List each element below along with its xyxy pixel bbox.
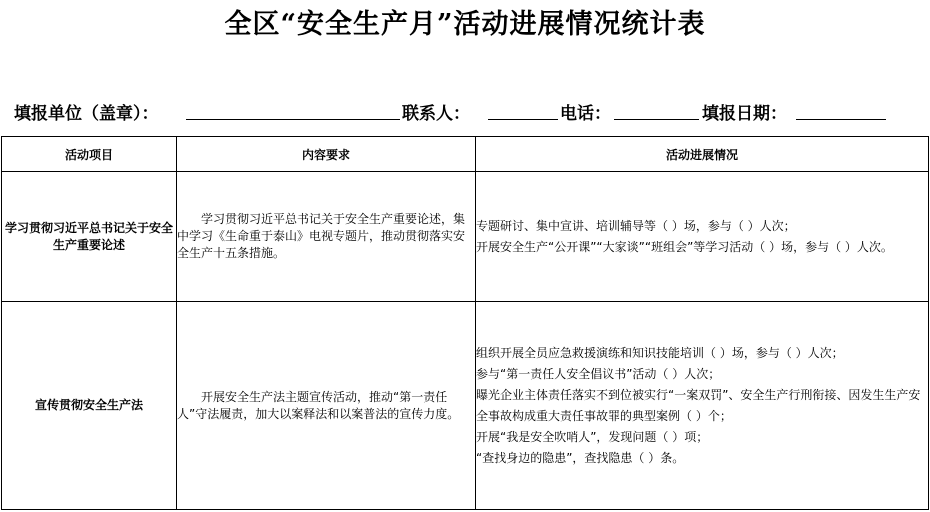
date-field[interactable]	[796, 119, 886, 120]
contact-field[interactable]	[488, 119, 558, 120]
progress-line: 专题研讨、集中宣讲、培训辅导等（ ）场，参与（ ）人次；	[476, 218, 796, 233]
column-header: 活动项目	[2, 137, 177, 172]
unit-field[interactable]	[186, 119, 400, 120]
table-header-row	[2, 137, 929, 172]
progress-cell	[476, 172, 929, 302]
progress-line: 曝光企业主体责任落实不到位被实行“一案双罚”、安全生产行刑衔接、因发生生产安全事故构成重大责任事故罪的典型案例（ ）个；	[476, 387, 921, 423]
activity-project-cell: 宣传贯彻安全生产法	[2, 302, 177, 510]
table-row	[2, 172, 929, 302]
column-header: 内容要求	[177, 137, 476, 172]
requirement-cell: 开展安全生产法主题宣传活动，推动“第一责任人”守法履责，加大以案释法和以案普法的宣传力度。	[177, 302, 476, 510]
progress-line: 参与“第一责任人安全倡议书”活动（ ）人次；	[476, 366, 721, 381]
stats-table	[1, 136, 929, 510]
activity-project-cell: 学习贯彻习近平总书记关于安全生产重要论述	[2, 172, 177, 302]
progress-line: 开展“我是安全吹哨人”，发现问题（ ）项；	[476, 429, 709, 444]
progress-line: 开展安全生产“公开课”“大家谈”“班组会”等学习活动（ ）场，参与（ ）人次。	[476, 239, 893, 254]
contact-label: 联系人：	[402, 104, 470, 124]
progress-line: “查找身边的隐患”，查找隐患（ ）条。	[476, 450, 685, 465]
phone-field[interactable]	[614, 119, 699, 120]
unit-label: 填报单位（盖章）：	[14, 104, 159, 124]
table-row	[2, 302, 929, 510]
phone-label: 电话：	[560, 104, 611, 124]
page-title: 全区“安全生产月”活动进展情况统计表	[224, 9, 706, 40]
date-label: 填报日期：	[702, 104, 787, 124]
column-header: 活动进展情况	[476, 137, 929, 172]
progress-line: 组织开展全员应急救援演练和知识技能培训（ ）场，参与（ ）人次；	[476, 345, 844, 360]
requirement-cell: 学习贯彻习近平总书记关于安全生产重要论述，集中学习《生命重于泰山》电视专题片，推动贯彻落实安全生产十五条措施。	[177, 172, 476, 302]
progress-cell	[476, 302, 929, 510]
form-header	[14, 96, 914, 124]
